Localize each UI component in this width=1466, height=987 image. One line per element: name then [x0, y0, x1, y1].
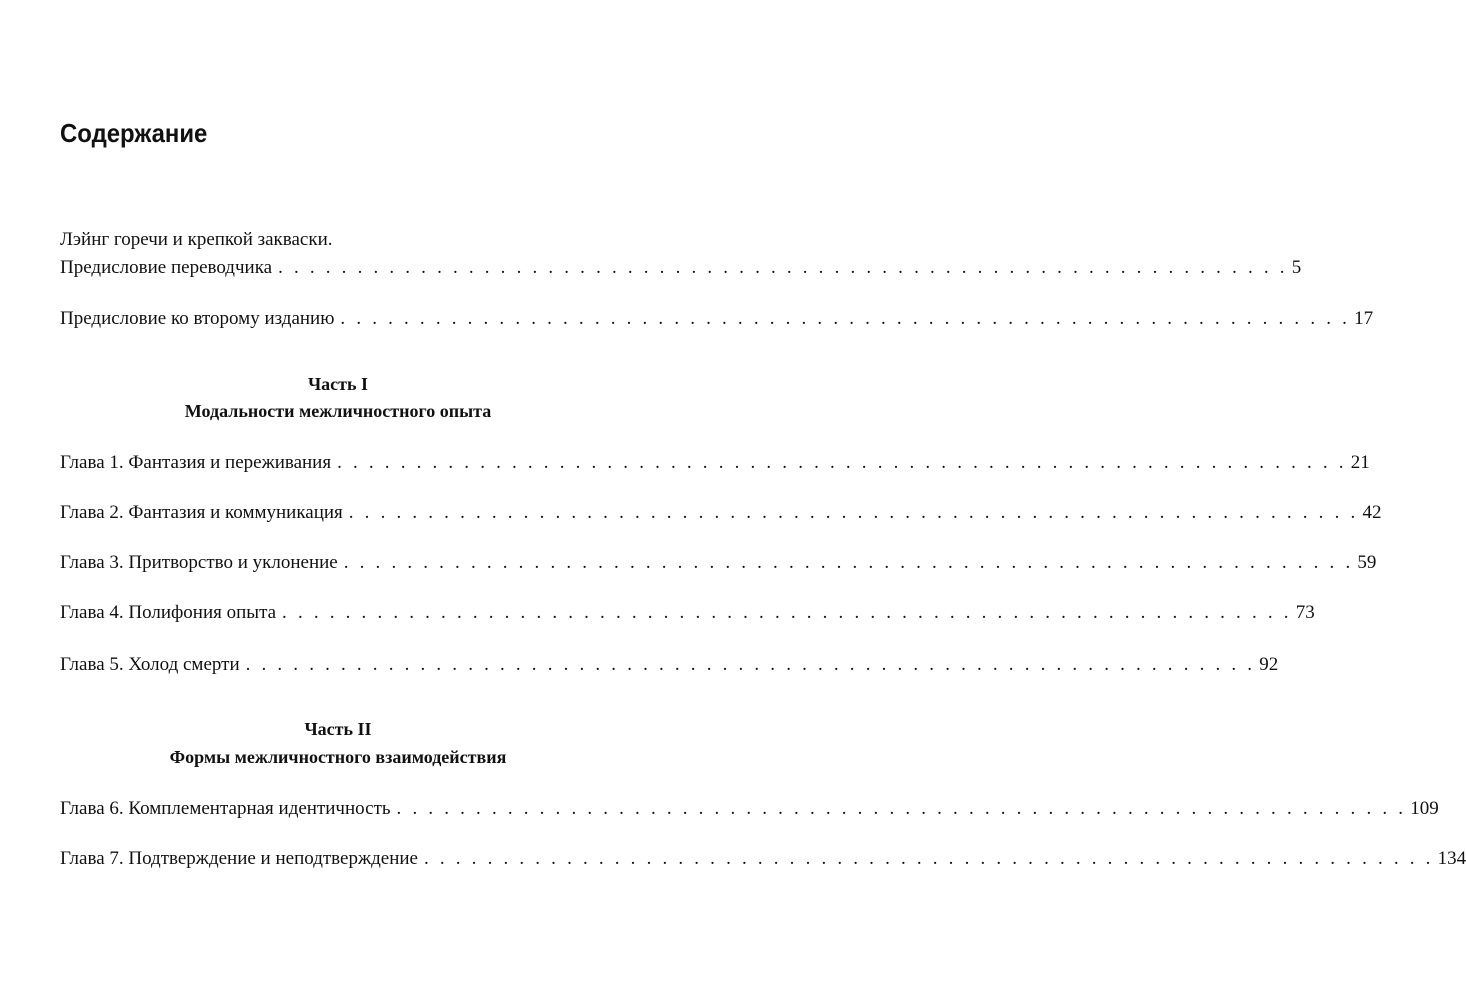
- toc-entry-title: Глава 3. Притворство и уклонение: [60, 552, 338, 573]
- dot-leader: . . . . . . . . . . . . . . . . . . . . . . . . . . . . . . . . . . . . . . . . . . . . . . . . . . . . . . . . . . . . . . . .: [396, 798, 1407, 819]
- toc-entry-title: Глава 5. Холод смерти: [60, 654, 240, 675]
- toc-page-number: 73: [1295, 602, 1315, 623]
- page-title: Содержание: [60, 118, 208, 148]
- toc-entry-title: Глава 6. Комплементарная идентичность: [60, 798, 391, 819]
- toc-entry-title: Предисловие переводчика: [60, 257, 273, 278]
- toc-page-number: 92: [1259, 654, 1279, 675]
- toc-entry-title: Глава 4. Полифония опыта: [60, 602, 277, 623]
- toc-entry-chapter[interactable]: [60, 601, 1315, 625]
- toc-entry-chapter[interactable]: [60, 653, 1279, 677]
- dot-leader: . . . . . . . . . . . . . . . . . . . . . . . . . . . . . . . . . . . . . . . . . . . . . . . . . . . . . . . . . . . . . . . .: [343, 552, 1354, 573]
- part-label: Часть I: [307, 374, 369, 394]
- toc-entry-chapter[interactable]: [60, 847, 1466, 871]
- part-name: Модальности межличностного опыта: [184, 401, 492, 421]
- dot-leader: . . . . . . . . . . . . . . . . . . . . . . . . . . . . . . . . . . . . . . . . . . . . . . . . . . . . . . . . . . . . . . . .: [278, 257, 1288, 278]
- toc-entry-translator-preface[interactable]: [60, 256, 1302, 280]
- toc-page-number: 21: [1350, 452, 1370, 473]
- toc-page-number: 17: [1354, 308, 1374, 329]
- dot-leader: . . . . . . . . . . . . . . . . . . . . . . . . . . . . . . . . . . . . . . . . . . . . . . . . . . . . . . . . . . . . . . . .: [337, 452, 1347, 473]
- dot-leader: . . . . . . . . . . . . . . . . . . . . . . . . . . . . . . . . . . . . . . . . . . . . . . . . . . . . . . . . . . . . . . . .: [245, 654, 1256, 675]
- part-name: Формы межличностного взаимодействия: [169, 747, 507, 767]
- part-label: Часть II: [304, 719, 372, 739]
- toc-page-number: 5: [1291, 257, 1302, 278]
- dot-leader: . . . . . . . . . . . . . . . . . . . . . . . . . . . . . . . . . . . . . . . . . . . . . . . . . . . . . . . . . . . . . . . .: [423, 848, 1434, 869]
- toc-entry-title: Глава 1. Фантазия и переживания: [60, 452, 332, 473]
- dot-leader: . . . . . . . . . . . . . . . . . . . . . . . . . . . . . . . . . . . . . . . . . . . . . . . . . . . . . . . . . . . . . . . .: [348, 502, 1359, 523]
- toc-entry-second-edition-preface[interactable]: [60, 307, 1374, 331]
- toc-page-number: 134: [1437, 848, 1466, 869]
- toc-entry-chapter[interactable]: [60, 451, 1370, 475]
- toc-entry-chapter[interactable]: [60, 797, 1439, 821]
- toc-entry-chapter[interactable]: [60, 551, 1377, 575]
- toc-page-number: 42: [1362, 502, 1382, 523]
- toc-entry-title: Глава 7. Подтверждение и неподтверждение: [60, 848, 418, 869]
- toc-page-number: 59: [1357, 552, 1377, 573]
- toc-entry-title: Предисловие ко второму изданию: [60, 308, 335, 329]
- dot-leader: . . . . . . . . . . . . . . . . . . . . . . . . . . . . . . . . . . . . . . . . . . . . . . . . . . . . . . . . . . . . . . . .: [282, 602, 1292, 623]
- dot-leader: . . . . . . . . . . . . . . . . . . . . . . . . . . . . . . . . . . . . . . . . . . . . . . . . . . . . . . . . . . . . . . . .: [340, 308, 1351, 329]
- toc-intro-line: Лэйнг горечи и крепкой закваски.: [60, 229, 333, 250]
- toc-entry-chapter[interactable]: [60, 501, 1382, 525]
- toc-page-number: 109: [1410, 798, 1439, 819]
- toc-entry-title: Глава 2. Фантазия и коммуникация: [60, 502, 343, 523]
